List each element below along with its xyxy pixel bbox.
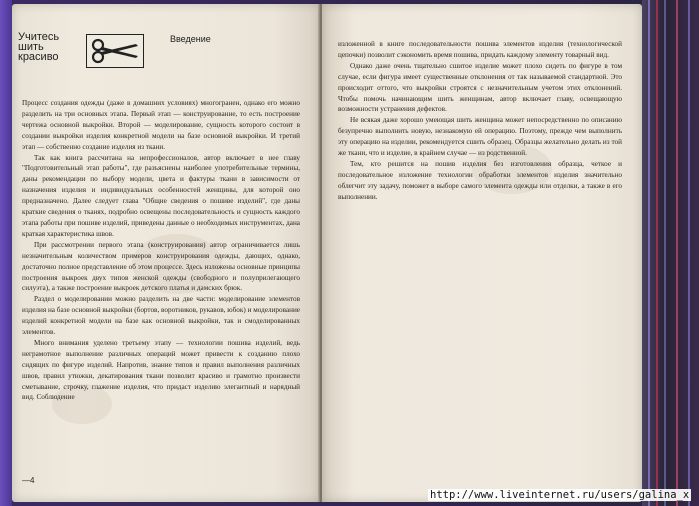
paragraph: Процесс создания одежды (даже в домашних условиях) многогранен, однако его можно разделить на три основных этапа. Первый этап — конструирование, то есть построение чертежа основной выкройки. Второй — моделирование, сущность которого состоит в создании выкройки изделия конкретной модели на базе основной выкройки. И третий этап — собственно создание изделия из ткани. <box>22 99 300 151</box>
book-brand <box>18 32 59 62</box>
page-header <box>18 32 308 72</box>
paragraph: Однако даже очень тщательно сшитое изделие может плохо сидеть по фигуре в том случае, если фигура имеет существенные отклонения от так называемой стандартной. Это происходит оттого, что выкройки строятся с незначительным учетом этих отклонений. Чтобы помочь начинающим шить женщинам, автор включает главу, освещающую возможности устранения дефектов. <box>338 61 622 114</box>
book-edge-left <box>0 0 12 506</box>
paragraph: При рассмотрении первого этапа (конструирования) автор ограничивается лишь незначительным количеством примеров конструирования одежды, дающих, однако, достаточно полное представление об этом процессе. Здесь изложены основные принципы построения выкроек двух типов женской одежды (свободного и полуприлегающего силуэта), а также построение выкроек детского платья и дамских брюк. <box>22 240 300 293</box>
paragraph: Много внимания уделено третьему этапу — технологии пошива изделий, ведь неграмотное выполнение различных операций может привести к созданию плохо сидящих по фигуре изделий. Напротив, знание типов и правил выполнения различных швов, правил утюжки, декатирования ткани позволит красиво и грамотно произвести сметывание, строчку, глажение изделия, что придаст изделию элегантный и нарядный вид. Соблюдение <box>22 338 300 402</box>
brand-line-1: Учитесь <box>18 31 60 43</box>
right-page-text <box>338 39 622 203</box>
paragraph: Не всякая даже хорошо умеющая шить женщина может непосредственно по описанию безупречно выполнить новую, незнакомую ей операцию. Поэтому, прежде чем выполнить эту операцию на изделии, рекомендуется сшить образец. Образцы желательно делать из той же ткани, что и изделие, в крайнем случае — из родственной. <box>338 116 622 158</box>
watermark-url: http://www.liveinternet.ru/users/galina_x <box>430 489 690 501</box>
scissors-logo <box>86 34 144 68</box>
paragraph: Тем, кто решится на пошив изделия без изготовления образца, четкое и последовательное изложение технологии обработки элементов изделия значительно облегчит эту задачу, поможет в выборе самого элемента одежды или отделки, а также в его выполнении. <box>338 159 622 201</box>
paragraph: изложенной в книге последовательности пошива элементов изделия (технологической цепочки) позволит сэкономить время пошива, придать каждому элементу товарный вид. <box>338 40 622 59</box>
page-number: —4 <box>22 476 35 485</box>
paragraph: Так как книга рассчитана на непрофессионалов, автор включает в нее главу "Подготовительный этап работы", где разъяснены наиболее употребительные термины, даны рекомендации по выбору модели, цвета и фактуры ткани в зависимости от назначения изделия и индивидуальных особенностей женщины, для которой оно предназначено. Далее следует глава "Общие сведения о пошиве изделий", где даны краткие сведения о тканях, подробно освещены последовательность и сущность каждого этапа работы при пошиве изделий, приведены данные о необходимых инструментах, дана краткая характеристика швов. <box>22 153 300 238</box>
section-title: Введение <box>170 34 211 44</box>
book-edge-right <box>642 0 699 506</box>
left-page-text <box>22 98 300 403</box>
paragraph: Раздел о моделировании можно разделить на две части: моделирование элементов изделия на базе основной выкройки (бортов, воротников, рукавов, юбок) и моделирование изделий конкретной модели на базе как основной выкройки, так и смоделированных элементов. <box>22 295 300 337</box>
scissors-icon <box>90 38 140 64</box>
brand-line-2: шить <box>18 41 44 53</box>
brand-line-3: красиво <box>18 51 59 63</box>
